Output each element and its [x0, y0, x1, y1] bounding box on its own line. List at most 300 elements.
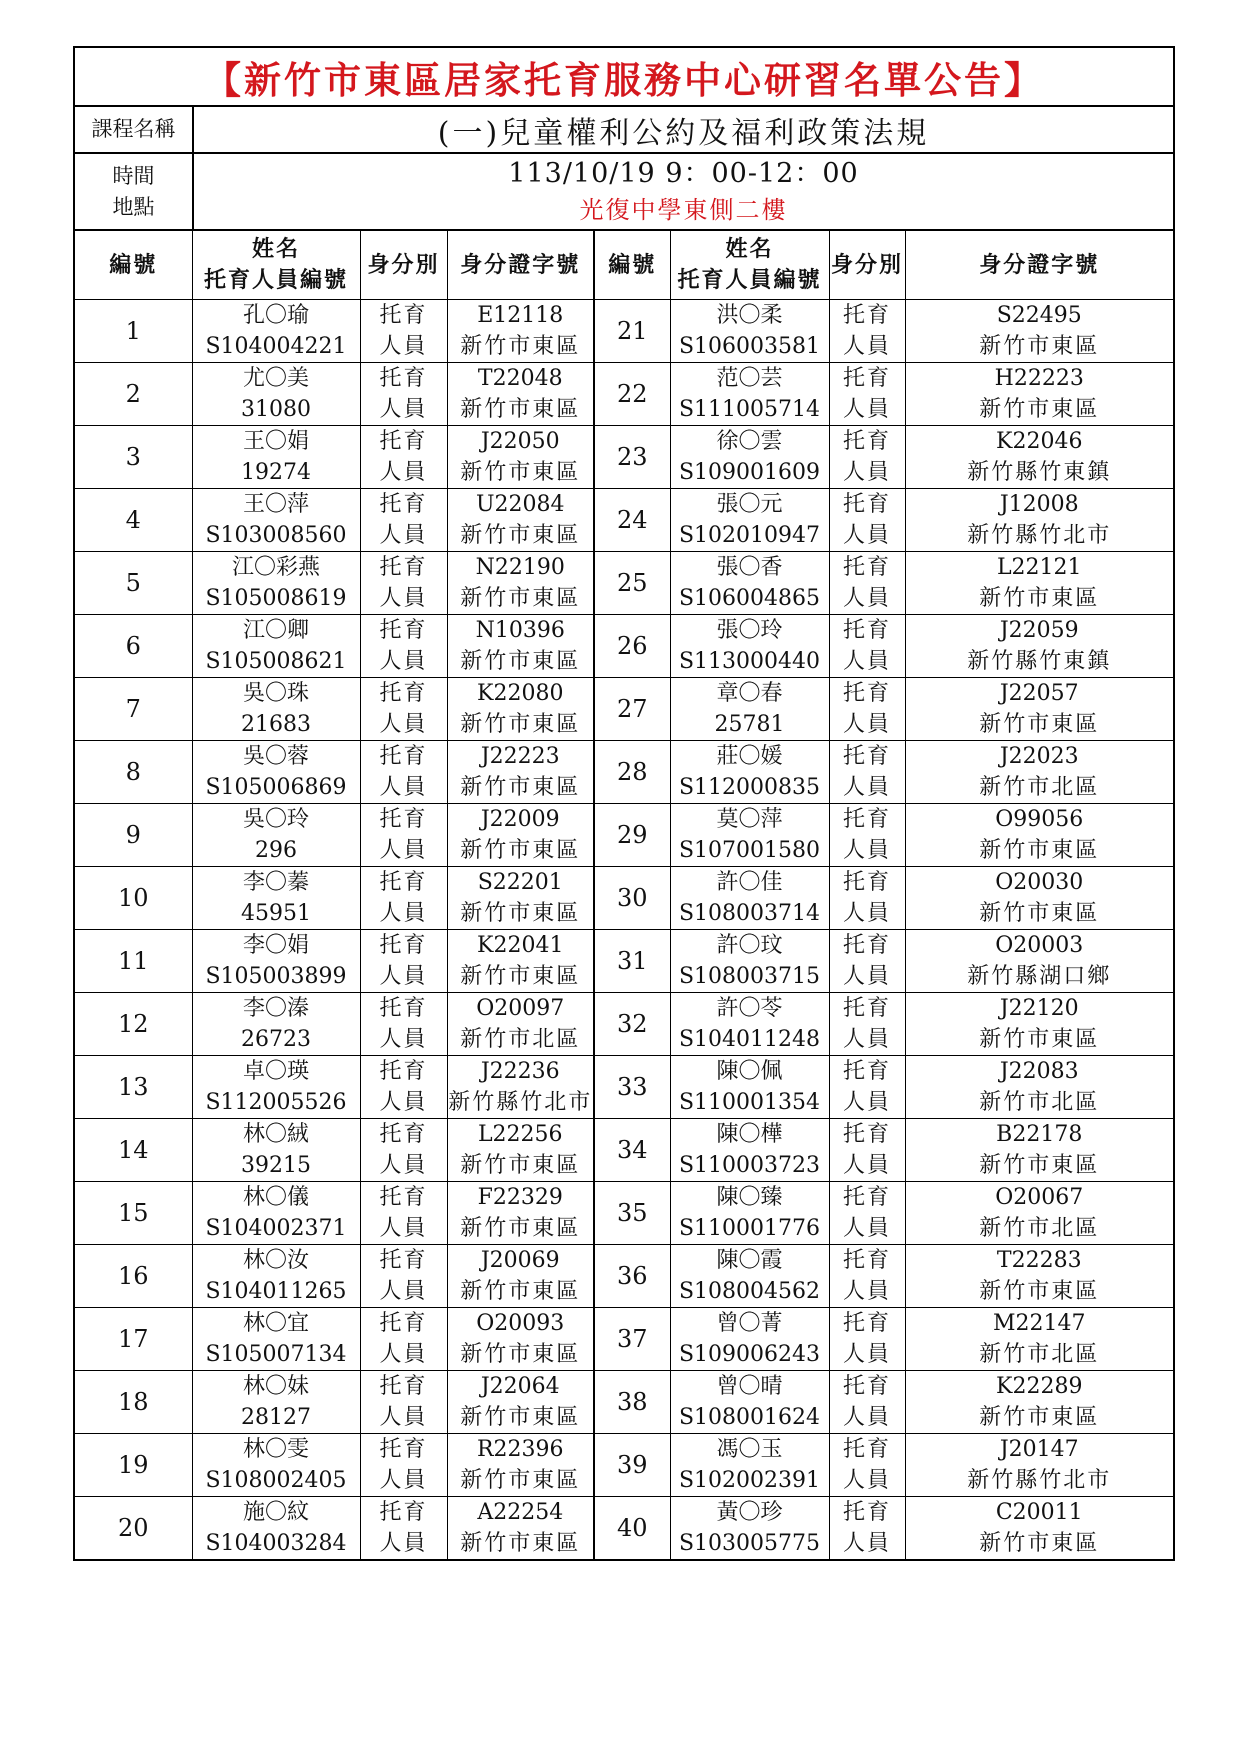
- registered-area: 新竹縣竹北市: [967, 523, 1112, 548]
- role-cell: [360, 1245, 447, 1308]
- id-cell: [905, 615, 1173, 678]
- entry-number: [75, 426, 192, 489]
- name-cell: [670, 1119, 829, 1182]
- id-cell: [447, 1119, 594, 1182]
- id-cell: [447, 867, 594, 930]
- id-cell: [447, 1182, 594, 1245]
- id-cell: [905, 1056, 1173, 1119]
- entry-number-text: 2: [125, 379, 141, 408]
- entry-number-text: 34: [616, 1135, 648, 1164]
- id-cell: [447, 489, 594, 552]
- name-cell: [670, 930, 829, 993]
- registered-area: 新竹市東區: [979, 586, 1100, 611]
- id-number: O20003: [995, 933, 1084, 958]
- entry-number: [594, 1056, 670, 1119]
- entry-number-text: 16: [117, 1261, 149, 1290]
- member-name: 卓〇瑛: [242, 1059, 309, 1084]
- caregiver-code: 28127: [241, 1405, 311, 1430]
- id-number: A22254: [477, 1500, 564, 1525]
- role-line1: 托育: [842, 744, 891, 769]
- role-cell: [360, 678, 447, 741]
- role-cell: [829, 615, 905, 678]
- name-cell: [192, 1497, 360, 1560]
- member-name: 莊〇媛: [716, 744, 783, 769]
- role-line1: 托育: [379, 1185, 428, 1210]
- caregiver-code: S102002391: [678, 1468, 821, 1493]
- role-line1: 托育: [379, 303, 428, 328]
- id-cell: [447, 804, 594, 867]
- role-line2: 人員: [379, 1279, 428, 1304]
- registered-area: 新竹市北區: [979, 1216, 1100, 1241]
- entry-number-text: 32: [616, 1009, 648, 1038]
- member-name: 林〇宜: [242, 1311, 309, 1336]
- entry-number: [75, 1182, 192, 1245]
- id-number: K22046: [996, 429, 1083, 454]
- entry-number-text: 5: [125, 568, 141, 597]
- caregiver-code: 19274: [241, 460, 311, 485]
- role-line1: 托育: [379, 870, 428, 895]
- place-label: 地點: [112, 194, 155, 219]
- id-cell: [447, 1434, 594, 1497]
- entry-number-text: 29: [616, 820, 648, 849]
- member-name: 林〇妹: [242, 1374, 309, 1399]
- role-cell: [829, 1434, 905, 1497]
- schedule-row: [75, 154, 1173, 231]
- member-name: 吳〇珠: [242, 681, 309, 706]
- role-line1: 托育: [379, 807, 428, 832]
- table-row: [75, 867, 1173, 930]
- role-cell: [360, 363, 447, 426]
- role-line2: 人員: [842, 460, 891, 485]
- role-cell: [360, 1182, 447, 1245]
- name-cell: [670, 300, 829, 363]
- registered-area: 新竹市東區: [460, 1342, 581, 1367]
- name-cell: [670, 1308, 829, 1371]
- entry-number-text: 14: [117, 1135, 149, 1164]
- header-role: 身分別: [360, 231, 447, 300]
- id-number: K22080: [477, 681, 564, 706]
- name-cell: [192, 1308, 360, 1371]
- registered-area: 新竹縣竹東鎮: [967, 649, 1112, 674]
- table-row: [75, 741, 1173, 804]
- roster-sheet: [73, 46, 1175, 1561]
- role-line1: 托育: [842, 681, 891, 706]
- entry-number: [594, 552, 670, 615]
- entry-number: [75, 1434, 192, 1497]
- entry-number-text: 26: [616, 631, 648, 660]
- member-name: 林〇雯: [242, 1437, 309, 1462]
- document-title: 【新竹市東區居家托育服務中心研習名單公告】: [75, 48, 1173, 107]
- id-cell: [447, 1497, 594, 1560]
- member-name: 洪〇柔: [716, 303, 783, 328]
- header-name-line2: 托育人員編號: [203, 267, 348, 293]
- member-name: 李〇蓁: [242, 870, 309, 895]
- id-number: S22201: [477, 870, 563, 895]
- member-name: 章〇春: [716, 681, 783, 706]
- header-no-right: 編號: [594, 231, 670, 300]
- registered-area: 新竹市北區: [979, 1090, 1100, 1115]
- name-cell: [670, 1371, 829, 1434]
- role-line2: 人員: [842, 586, 891, 611]
- entry-number-text: 6: [125, 631, 141, 660]
- entry-number-text: 18: [117, 1387, 149, 1416]
- registered-area: 新竹市東區: [460, 1405, 581, 1430]
- role-cell: [360, 1497, 447, 1560]
- role-line1: 托育: [379, 492, 428, 517]
- registered-area: 新竹市東區: [460, 397, 581, 422]
- role-cell: [829, 1245, 905, 1308]
- caregiver-code: S110001776: [678, 1216, 821, 1241]
- role-line2: 人員: [379, 460, 428, 485]
- role-line2: 人員: [842, 1027, 891, 1052]
- role-line2: 人員: [379, 523, 428, 548]
- role-line2: 人員: [379, 649, 428, 674]
- role-cell: [360, 930, 447, 993]
- name-cell: [670, 426, 829, 489]
- caregiver-code: 31080: [241, 397, 311, 422]
- caregiver-code: S104011265: [205, 1279, 347, 1304]
- caregiver-code: S112005526: [205, 1090, 347, 1115]
- table-row: [75, 1245, 1173, 1308]
- role-line1: 托育: [379, 1437, 428, 1462]
- entry-number-text: 9: [125, 820, 141, 849]
- id-number: C20011: [995, 1500, 1083, 1525]
- id-cell: [905, 1182, 1173, 1245]
- caregiver-code: S105008621: [205, 649, 347, 674]
- id-number: O20093: [476, 1311, 565, 1336]
- role-line2: 人員: [842, 397, 891, 422]
- name-cell: [670, 1056, 829, 1119]
- role-cell: [829, 741, 905, 804]
- name-cell: [670, 552, 829, 615]
- role-cell: [829, 678, 905, 741]
- id-cell: [905, 489, 1173, 552]
- id-cell: [447, 363, 594, 426]
- entry-number-text: 27: [616, 694, 648, 723]
- name-cell: [670, 615, 829, 678]
- role-cell: [829, 804, 905, 867]
- name-cell: [192, 1371, 360, 1434]
- table-row: [75, 1182, 1173, 1245]
- role-line2: 人員: [842, 712, 891, 737]
- id-cell: [447, 678, 594, 741]
- id-number: O20067: [995, 1185, 1084, 1210]
- id-number: J22083: [999, 1059, 1079, 1084]
- role-cell: [360, 489, 447, 552]
- role-line2: 人員: [379, 334, 428, 359]
- role-cell: [360, 1308, 447, 1371]
- id-cell: [447, 552, 594, 615]
- header-role-right: 身分別: [829, 231, 905, 300]
- role-line2: 人員: [842, 964, 891, 989]
- entry-number: [75, 300, 192, 363]
- id-number: T22048: [477, 366, 563, 391]
- role-line2: 人員: [379, 964, 428, 989]
- role-line2: 人員: [379, 1090, 428, 1115]
- entry-number: [594, 741, 670, 804]
- table-row: [75, 1056, 1173, 1119]
- caregiver-code: S105008619: [205, 586, 347, 611]
- role-line1: 托育: [379, 429, 428, 454]
- role-line1: 托育: [842, 429, 891, 454]
- caregiver-code: S103008560: [205, 523, 347, 548]
- registered-area: 新竹市東區: [460, 775, 581, 800]
- role-line1: 托育: [379, 1374, 428, 1399]
- role-line2: 人員: [842, 334, 891, 359]
- id-number: J22236: [480, 1059, 560, 1084]
- registered-area: 新竹市東區: [979, 397, 1100, 422]
- entry-number: [594, 1308, 670, 1371]
- role-line2: 人員: [379, 712, 428, 737]
- id-cell: [905, 1119, 1173, 1182]
- role-cell: [360, 426, 447, 489]
- role-line1: 托育: [379, 1311, 428, 1336]
- entry-number-text: 20: [117, 1513, 149, 1542]
- id-cell: [905, 867, 1173, 930]
- name-cell: [670, 678, 829, 741]
- table-row: [75, 1308, 1173, 1371]
- id-number: J22009: [480, 807, 560, 832]
- id-number: E12118: [477, 303, 564, 328]
- member-name: 李〇娟: [242, 933, 309, 958]
- entry-number: [75, 1371, 192, 1434]
- registered-area: 新竹市東區: [460, 1468, 581, 1493]
- entry-number: [594, 1497, 670, 1560]
- entry-number-text: 4: [125, 505, 141, 534]
- entry-number-text: 35: [616, 1198, 648, 1227]
- name-cell: [192, 741, 360, 804]
- registered-area: 新竹市東區: [460, 901, 581, 926]
- id-cell: [905, 930, 1173, 993]
- header-name-line2-right: 托育人員編號: [677, 267, 822, 293]
- id-number: K22289: [996, 1374, 1083, 1399]
- id-number: J22057: [999, 681, 1079, 706]
- role-line1: 托育: [842, 1311, 891, 1336]
- registered-area: 新竹市東區: [979, 1531, 1100, 1556]
- entry-number: [75, 1056, 192, 1119]
- caregiver-code: 21683: [241, 712, 311, 737]
- member-name: 陳〇佩: [716, 1059, 783, 1084]
- member-name: 許〇玟: [716, 933, 783, 958]
- id-number: J22120: [999, 996, 1079, 1021]
- caregiver-code: S111005714: [678, 397, 821, 422]
- id-number: L22256: [477, 1122, 563, 1147]
- header-name-line1-right: 姓名: [725, 236, 774, 262]
- id-number: J20069: [480, 1248, 560, 1273]
- name-cell: [192, 426, 360, 489]
- id-number: F22329: [477, 1185, 563, 1210]
- entry-number: [594, 1371, 670, 1434]
- course-label: 課程名稱: [75, 107, 194, 152]
- role-line2: 人員: [842, 649, 891, 674]
- id-number: K22041: [477, 933, 564, 958]
- entry-number-text: 21: [616, 316, 648, 345]
- registered-area: 新竹縣竹北市: [967, 1468, 1112, 1493]
- id-number: T22283: [996, 1248, 1082, 1273]
- registered-area: 新竹市東區: [460, 838, 581, 863]
- id-cell: [905, 1497, 1173, 1560]
- role-line1: 托育: [379, 1122, 428, 1147]
- entry-number-text: 1: [125, 316, 141, 345]
- schedule-labels: [75, 154, 194, 229]
- caregiver-code: S106003581: [678, 334, 821, 359]
- role-line1: 托育: [842, 1500, 891, 1525]
- table-row: [75, 1119, 1173, 1182]
- entry-number-text: 15: [117, 1198, 149, 1227]
- member-name: 曾〇菁: [716, 1311, 783, 1336]
- registered-area: 新竹市東區: [979, 334, 1100, 359]
- entry-number: [594, 930, 670, 993]
- caregiver-code: S107001580: [678, 838, 821, 863]
- role-cell: [829, 1182, 905, 1245]
- header-name-right: [670, 231, 829, 300]
- id-number: H22223: [994, 366, 1084, 391]
- role-line2: 人員: [379, 1216, 428, 1241]
- entry-number: [75, 678, 192, 741]
- entry-number-text: 3: [125, 442, 141, 471]
- role-cell: [829, 1497, 905, 1560]
- name-cell: [670, 741, 829, 804]
- id-number: J22064: [480, 1374, 560, 1399]
- caregiver-code: S105007134: [205, 1342, 347, 1367]
- role-line1: 托育: [842, 1185, 891, 1210]
- caregiver-code: S112000835: [678, 775, 821, 800]
- entry-number: [594, 615, 670, 678]
- entry-number: [75, 1497, 192, 1560]
- id-cell: [905, 1371, 1173, 1434]
- entry-number: [75, 741, 192, 804]
- id-cell: [447, 426, 594, 489]
- name-cell: [192, 1119, 360, 1182]
- id-number: R22396: [476, 1437, 564, 1462]
- id-cell: [905, 1308, 1173, 1371]
- table-row: [75, 1371, 1173, 1434]
- entry-number: [75, 1119, 192, 1182]
- registered-area: 新竹市東區: [979, 1279, 1100, 1304]
- schedule-values: [194, 154, 1173, 229]
- role-cell: [360, 993, 447, 1056]
- role-cell: [829, 867, 905, 930]
- entry-number-text: 25: [616, 568, 648, 597]
- caregiver-code: S104002371: [205, 1216, 347, 1241]
- entry-number-text: 24: [616, 505, 648, 534]
- member-name: 林〇儀: [242, 1185, 309, 1210]
- entry-number: [594, 300, 670, 363]
- registered-area: 新竹市東區: [460, 964, 581, 989]
- session-time: 113/10/19 9：00-12：00: [508, 157, 859, 189]
- caregiver-code: S109001609: [678, 460, 821, 485]
- entry-number: [594, 867, 670, 930]
- role-line1: 托育: [842, 1374, 891, 1399]
- role-cell: [360, 300, 447, 363]
- entry-number-text: 38: [616, 1387, 648, 1416]
- role-line1: 托育: [379, 1248, 428, 1273]
- member-name: 尤〇美: [242, 366, 309, 391]
- id-cell: [447, 300, 594, 363]
- name-cell: [192, 1434, 360, 1497]
- table-row: [75, 678, 1173, 741]
- role-cell: [829, 1119, 905, 1182]
- entry-number: [594, 1434, 670, 1497]
- name-cell: [192, 1056, 360, 1119]
- name-cell: [192, 1245, 360, 1308]
- entry-number: [75, 615, 192, 678]
- id-cell: [905, 678, 1173, 741]
- entry-number: [75, 993, 192, 1056]
- registered-area: 新竹縣湖口鄉: [967, 964, 1112, 989]
- header-name: [192, 231, 360, 300]
- entry-number: [594, 489, 670, 552]
- name-cell: [192, 930, 360, 993]
- role-line2: 人員: [842, 838, 891, 863]
- id-cell: [905, 363, 1173, 426]
- role-line2: 人員: [842, 1279, 891, 1304]
- entry-number-text: 13: [117, 1072, 149, 1101]
- caregiver-code: S108001624: [678, 1405, 821, 1430]
- member-name: 施〇紋: [242, 1500, 309, 1525]
- name-cell: [192, 363, 360, 426]
- member-name: 曾〇晴: [716, 1374, 783, 1399]
- member-name: 陳〇樺: [716, 1122, 783, 1147]
- course-name: (一)兒童權利公約及福利政策法規: [437, 115, 930, 151]
- registered-area: 新竹縣竹東鎮: [967, 460, 1112, 485]
- entry-number-text: 30: [616, 883, 648, 912]
- name-cell: [192, 867, 360, 930]
- registered-area: 新竹市東區: [460, 523, 581, 548]
- id-number: O20030: [995, 870, 1084, 895]
- role-line2: 人員: [379, 586, 428, 611]
- entry-number: [75, 1308, 192, 1371]
- header-name-line1: 姓名: [251, 236, 300, 262]
- caregiver-code: S105003899: [205, 964, 347, 989]
- table-header-row: [75, 231, 1173, 300]
- entry-number: [594, 426, 670, 489]
- registered-area: 新竹市東區: [979, 901, 1100, 926]
- member-name: 林〇汝: [242, 1248, 309, 1273]
- name-cell: [670, 1497, 829, 1560]
- table-row: [75, 804, 1173, 867]
- entry-number-text: 39: [616, 1450, 648, 1479]
- id-cell: [447, 741, 594, 804]
- id-number: B22178: [996, 1122, 1083, 1147]
- role-line2: 人員: [379, 397, 428, 422]
- entry-number: [594, 363, 670, 426]
- role-cell: [360, 1434, 447, 1497]
- member-name: 李〇溱: [242, 996, 309, 1021]
- role-line2: 人員: [842, 1468, 891, 1493]
- member-name: 范〇芸: [716, 366, 783, 391]
- member-name: 王〇娟: [242, 429, 309, 454]
- caregiver-code: S109006243: [678, 1342, 821, 1367]
- id-cell: [447, 1056, 594, 1119]
- caregiver-code: S104004221: [205, 334, 347, 359]
- id-number: J22059: [999, 618, 1079, 643]
- registered-area: 新竹市東區: [979, 1153, 1100, 1178]
- name-cell: [192, 678, 360, 741]
- caregiver-code: S104003284: [205, 1531, 347, 1556]
- entry-number-text: 28: [616, 757, 648, 786]
- entry-number-text: 36: [616, 1261, 648, 1290]
- caregiver-code: 39215: [241, 1153, 311, 1178]
- entry-number: [75, 867, 192, 930]
- caregiver-code: S108004562: [678, 1279, 821, 1304]
- registered-area: 新竹市東區: [979, 1405, 1100, 1430]
- member-name: 王〇萍: [242, 492, 309, 517]
- table-row: [75, 363, 1173, 426]
- id-number: J22050: [480, 429, 560, 454]
- id-number: S22495: [996, 303, 1082, 328]
- role-cell: [829, 300, 905, 363]
